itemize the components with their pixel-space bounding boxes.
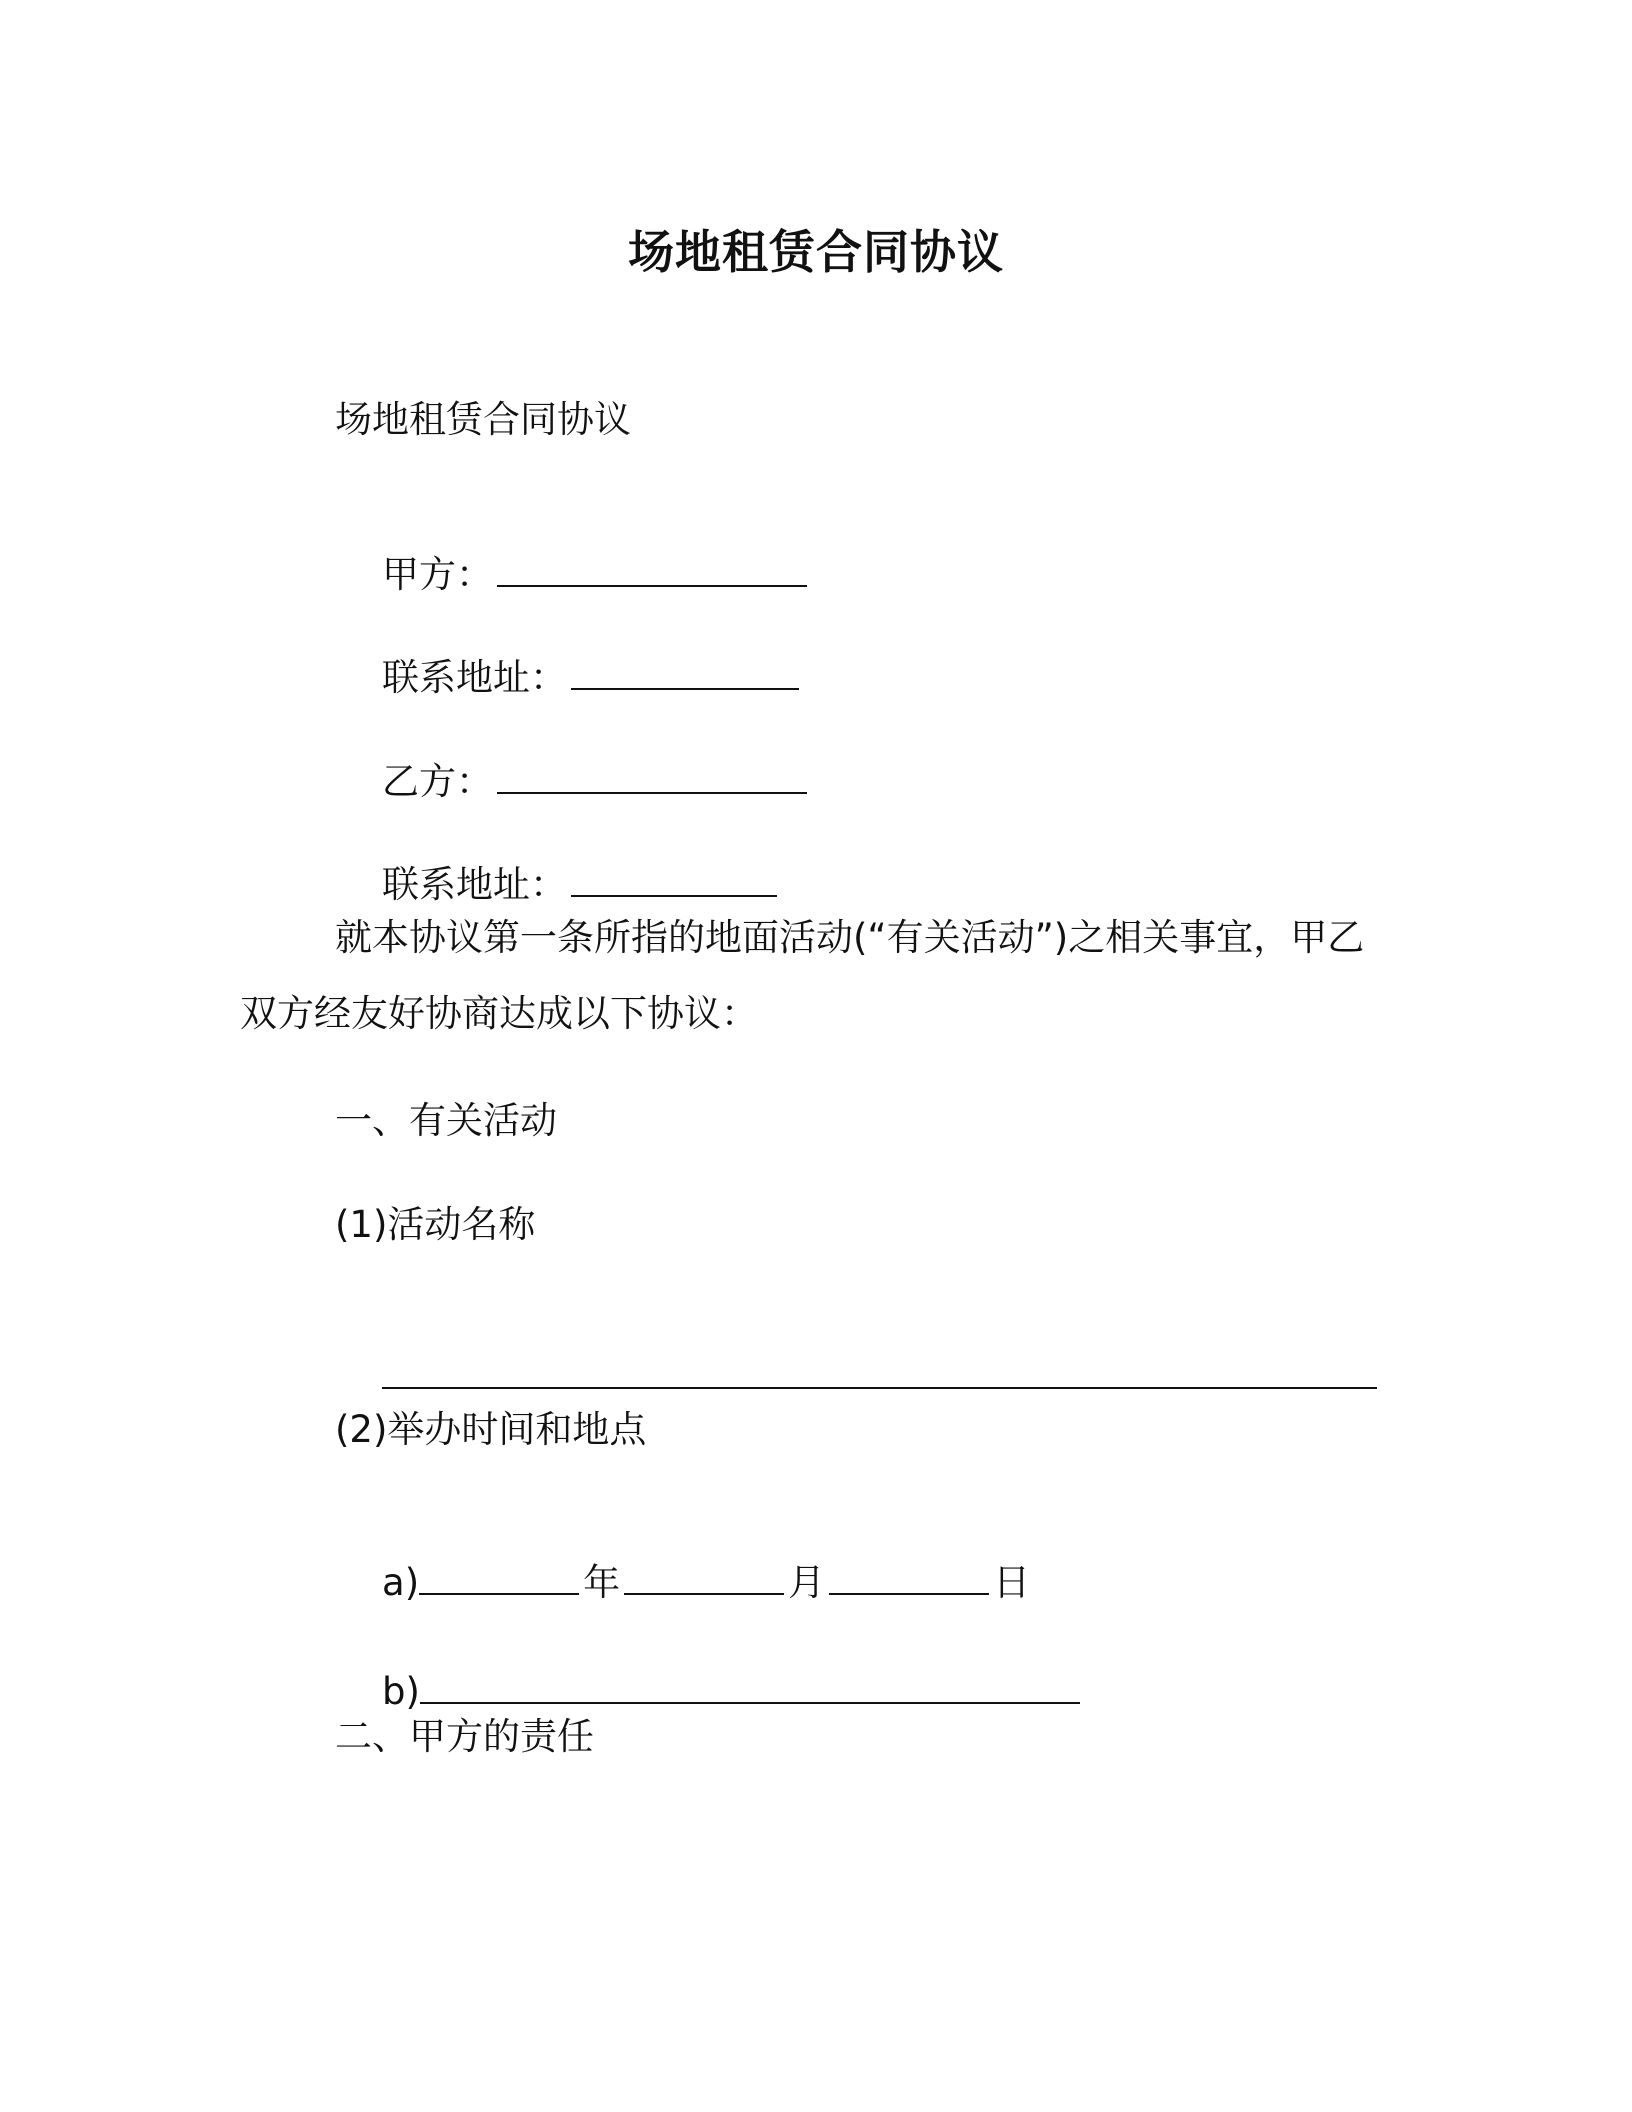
party-a-address-blank [571, 654, 799, 690]
year-label: 年 [583, 1561, 621, 1604]
party-b-blank [497, 758, 807, 794]
party-a-address-label: 联系地址： [382, 656, 568, 699]
section2-heading: 二、甲方的责任 [335, 1715, 594, 1758]
document-title: 场地租赁合同协议 [628, 225, 1004, 279]
party-a-blank [497, 551, 807, 587]
document-subtitle: 场地租赁合同协议 [335, 398, 631, 441]
activity-name-blank [382, 1353, 1377, 1389]
party-b-address-label: 联系地址： [382, 863, 568, 906]
date-prefix: a) [382, 1561, 420, 1604]
intro-paragraph: 就本协议第一条所指的地面活动(“有关活动”)之相关事宜，甲乙双方经友好协商达成以下协议： [240, 916, 1365, 1035]
party-a-label: 甲方： [382, 553, 494, 596]
year-blank [419, 1559, 579, 1595]
section1-heading: 一、有关活动 [335, 1099, 557, 1142]
party-b-address-blank [571, 861, 777, 897]
month-blank [624, 1559, 784, 1595]
item2-label: (2)举办时间和地点 [335, 1408, 647, 1451]
location-prefix: b) [382, 1670, 420, 1713]
location-blank [420, 1668, 1080, 1704]
day-blank [829, 1559, 989, 1595]
party-b-label: 乙方： [382, 760, 494, 803]
day-label: 日 [993, 1561, 1031, 1604]
month-label: 月 [788, 1561, 826, 1604]
item1-label: (1)活动名称 [335, 1203, 536, 1246]
